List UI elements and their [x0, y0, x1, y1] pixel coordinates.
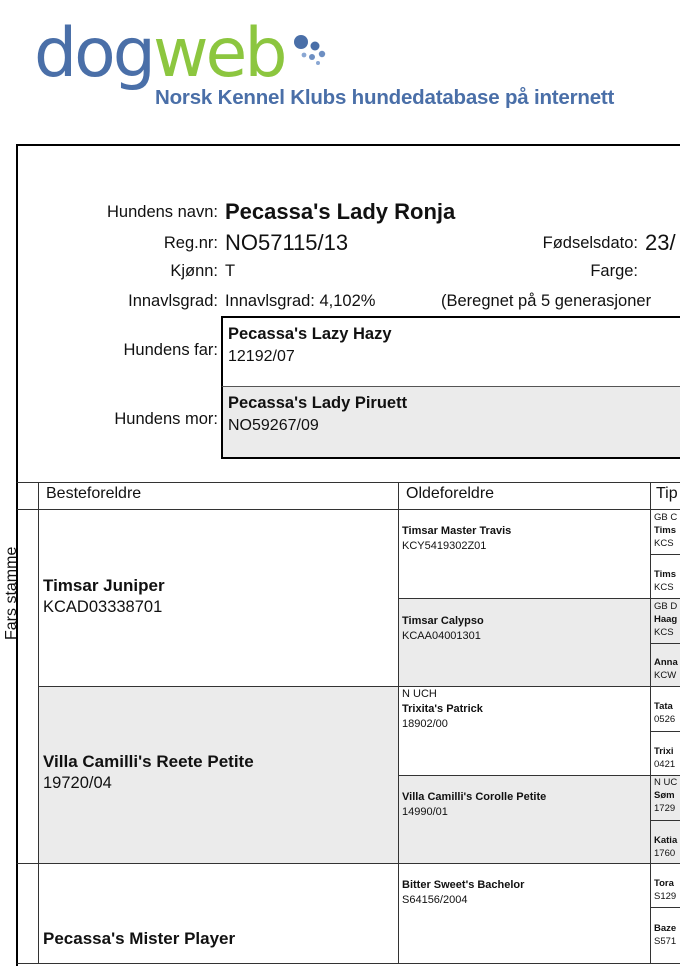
header-next-generation: Tip [651, 482, 680, 510]
ggg-reg: KCS [654, 538, 674, 549]
great-great-cell[interactable] [651, 776, 680, 821]
ggg-reg: 1760 [654, 848, 676, 859]
mother-label: Hundens mor: [114, 410, 218, 428]
grandparent-name[interactable]: Pecassa's Mister Player [43, 929, 236, 948]
ggg-reg: 0526 [654, 714, 676, 725]
header-grandparents: Besteforeldre [39, 482, 399, 510]
grandparent-name[interactable]: Timsar Juniper [43, 576, 165, 595]
ggg-name[interactable]: Tora [654, 878, 674, 889]
grandparent-cell[interactable] [39, 510, 399, 687]
ggg-reg: S129 [654, 891, 677, 902]
great-grandparent-reg: KCY5419302Z01 [402, 540, 487, 552]
logo-wordmark [34, 14, 285, 93]
inbreeding-label: Innavlsgrad: [128, 292, 218, 310]
great-grandparent-name[interactable]: Trixita's Patrick [402, 703, 483, 715]
great-great-cell[interactable] [651, 644, 680, 687]
ggg-reg: KCS [654, 627, 674, 638]
logo-subtitle: Norsk Kennel Klubs hundedatabase på internett [155, 86, 615, 109]
great-grandparent-cell[interactable] [399, 599, 651, 687]
great-grandparent-title: N UCH [402, 688, 437, 700]
header-greatgrandparents: Oldeforeldre [399, 482, 651, 510]
great-great-cell[interactable] [651, 599, 680, 644]
mothers-line-column [16, 864, 39, 964]
ggg-name[interactable]: Baze [654, 923, 677, 934]
ggg-name[interactable]: Anna [654, 657, 678, 668]
great-grandparent-cell[interactable] [399, 687, 651, 776]
ggg-title: GB D [654, 601, 678, 612]
father-reg: 12192/07 [228, 348, 295, 365]
ggg-reg: KCW [654, 670, 677, 681]
great-grandparent-reg: 18902/00 [402, 718, 448, 730]
inbreeding-value: Innavlsgrad: 4,102% [225, 292, 376, 310]
header-spacer [16, 482, 39, 510]
logo-web-text: web [152, 14, 285, 93]
birth-label: Fødselsdato: [542, 234, 638, 252]
grandparent-reg: KCAD03338701 [43, 598, 163, 616]
great-great-cell[interactable] [651, 864, 680, 908]
great-great-cell[interactable] [651, 908, 680, 964]
great-great-cell[interactable] [651, 687, 680, 732]
name-label: Hundens navn: [107, 203, 218, 221]
mother-name[interactable]: Pecassa's Lady Piruett [228, 394, 408, 412]
great-grandparent-cell[interactable] [399, 864, 651, 964]
birth-date: 23/ [645, 230, 676, 255]
reg-label: Reg.nr: [163, 234, 218, 252]
ggg-name[interactable]: Katia [654, 835, 678, 846]
great-grandparent-reg: KCAA04001301 [402, 630, 481, 642]
dogweb-logo[interactable] [34, 14, 674, 118]
great-great-cell[interactable] [651, 510, 680, 555]
great-grandparent-name[interactable]: Bitter Sweet's Bachelor [402, 879, 525, 891]
great-grandparent-cell[interactable] [399, 510, 651, 599]
grandparent-name[interactable]: Villa Camilli's Reete Petite [43, 752, 254, 771]
fathers-line-label: Fars stamme [3, 546, 20, 640]
ggg-name[interactable]: Søm [654, 790, 675, 801]
dog-reg-number: NO57115/13 [225, 230, 349, 255]
great-grandparent-name[interactable]: Timsar Master Travis [402, 525, 512, 537]
sex-label: Kjønn: [170, 262, 218, 280]
great-great-cell[interactable] [651, 555, 680, 599]
ggg-reg: 0421 [654, 759, 676, 770]
color-label: Farge: [590, 262, 638, 280]
ggg-reg: 1729 [654, 803, 676, 814]
grandparent-reg: 19720/04 [43, 774, 112, 792]
mother-box[interactable] [221, 386, 680, 459]
ggg-name[interactable]: Tata [654, 701, 673, 712]
ggg-title: GB C [654, 512, 678, 523]
inbreeding-note: (Beregnet på 5 generasjoner [441, 292, 652, 310]
great-grandparent-name[interactable]: Villa Camilli's Corolle Petite [402, 791, 547, 803]
ggg-title: N UC [654, 777, 678, 788]
mother-reg: NO59267/09 [228, 417, 319, 434]
father-box[interactable] [221, 316, 680, 386]
logo-dog-text: dog [34, 14, 153, 93]
father-label: Hundens far: [123, 341, 218, 359]
father-name[interactable]: Pecassa's Lazy Hazy [228, 325, 392, 343]
great-grandparent-cell[interactable] [399, 776, 651, 864]
ggg-name[interactable]: Haag [654, 614, 678, 625]
ggg-name[interactable]: Trixi [654, 746, 674, 757]
ggg-name[interactable]: Tims [654, 569, 677, 580]
great-grandparent-reg: S64156/2004 [402, 894, 468, 906]
great-great-cell[interactable] [651, 821, 680, 864]
great-great-cell[interactable] [651, 732, 680, 776]
great-grandparent-name[interactable]: Timsar Calypso [402, 615, 484, 627]
grandparent-cell[interactable] [39, 687, 399, 864]
dog-sex: T [225, 262, 236, 280]
dog-name: Pecassa's Lady Ronja [225, 199, 456, 224]
logo-dots-icon [291, 32, 331, 68]
great-grandparent-reg: 14990/01 [402, 806, 448, 818]
ggg-name[interactable]: Tims [654, 525, 677, 536]
grandparent-cell[interactable] [39, 864, 399, 964]
ggg-reg: S571 [654, 936, 677, 947]
ggg-reg: KCS [654, 582, 674, 593]
